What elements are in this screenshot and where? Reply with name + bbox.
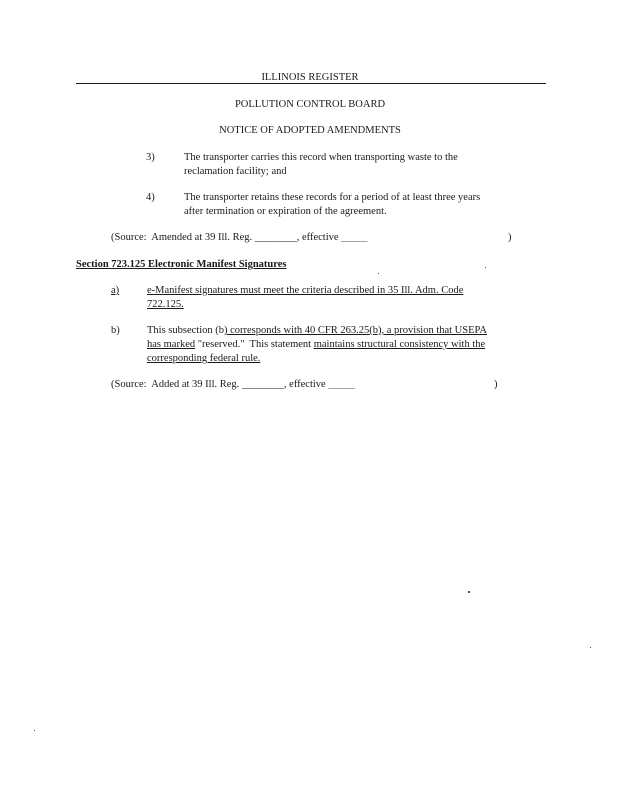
header-left-marks — [76, 70, 136, 84]
source-amended-close: ) — [508, 232, 512, 243]
subsection-a-line-2: 722.125. — [147, 299, 184, 310]
item-4-number: 4) — [146, 192, 155, 203]
subsection-a-label: a) — [111, 285, 120, 296]
section-heading: Section 723.125 Electronic Manifest Signatures — [76, 259, 287, 270]
subsection-b-line-2-tail: maintains structural consistency with the — [313, 339, 486, 350]
register-title: ILLINOIS REGISTER — [261, 72, 359, 83]
subsection-b-line-2-plain: "reserved." This statement — [195, 339, 314, 350]
scan-speck — [590, 647, 591, 648]
subsection-b-label: b) — [111, 325, 120, 336]
board-title: POLLUTION CONTROL BOARD — [234, 99, 386, 110]
subsection-b-line-1-underlined: ) corresponds with 40 CFR 263.25(b), a provision that USEPA — [224, 325, 487, 336]
subsection-b-line-2-underlined: has marked — [147, 339, 196, 350]
subsection-a-line-1: e-Manifest signatures must meet the criteria described in 35 Ill. Adm. Code — [147, 285, 464, 296]
source-amended — [111, 231, 367, 245]
item-3-line-2: reclamation facility; and — [184, 166, 287, 177]
source-amended-text: (Source: Amended at 39 Ill. Reg. ________, effective — [111, 232, 342, 243]
subsection-b-line-1 — [147, 324, 547, 338]
subsection-b-line-3: corresponding federal rule. — [147, 353, 261, 364]
item-4-line-1: The transporter retains these records for a period of at least three years — [184, 192, 481, 203]
scan-speck — [34, 730, 35, 731]
header-rule — [76, 83, 546, 84]
scan-speck — [485, 267, 486, 268]
source-added-blank: _____ — [328, 379, 355, 390]
source-amended-blank: _____ — [341, 232, 368, 243]
scan-speck — [468, 591, 470, 593]
source-added-close: ) — [494, 379, 498, 390]
subsection-b-line-2 — [147, 338, 547, 352]
source-added-text: (Source: Added at 39 Ill. Reg. ________, effective — [111, 379, 329, 390]
subsection-b-line-1-plain: This subsection (b — [147, 325, 224, 336]
notice-title: NOTICE OF ADOPTED AMENDMENTS — [219, 125, 401, 136]
scan-speck — [378, 273, 379, 274]
source-added — [111, 378, 355, 392]
item-3-number: 3) — [146, 152, 155, 163]
item-4-line-2: after termination or expiration of the agreement. — [184, 206, 387, 217]
item-3-line-1: The transporter carries this record when transporting waste to the — [184, 152, 458, 163]
